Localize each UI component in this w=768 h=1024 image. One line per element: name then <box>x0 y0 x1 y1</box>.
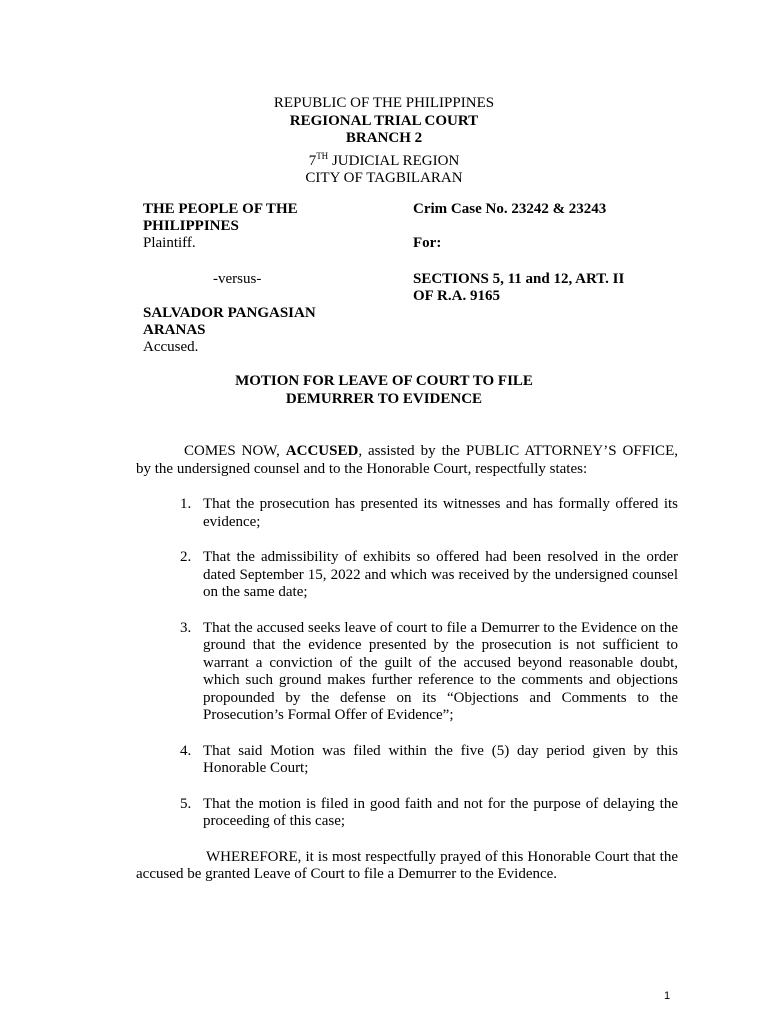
page-number: 1 <box>664 990 671 1002</box>
caption-case-details <box>413 201 693 305</box>
accused-name-line2: ARANAS <box>143 322 206 338</box>
motion-title-line1: MOTION FOR LEAVE OF COURT TO FILE <box>235 373 533 389</box>
list-item <box>136 743 678 778</box>
versus-label: -versus- <box>213 271 262 287</box>
charge-line2: OF R.A. 9165 <box>413 288 500 304</box>
list-item-number: 1. <box>180 496 192 512</box>
plaintiff-name-line2: PHILIPPINES <box>143 218 239 234</box>
header-court: REGIONAL TRIAL COURT <box>289 112 479 129</box>
accused-role: Accused. <box>143 339 199 355</box>
header-city: CITY OF TAGBILARAN <box>305 170 463 186</box>
header-branch: BRANCH 2 <box>345 130 423 146</box>
accused-name-line1: SALVADOR PANGASIAN <box>143 305 316 321</box>
caption-parties <box>143 201 383 356</box>
list-item-number: 5. <box>180 795 192 812</box>
court-header <box>0 95 768 188</box>
intro-text-b: , assisted by the PUBLIC ATTORNEY’S OFFICE, by the undersigned counsel and to the Honorable Court, respectfully states: <box>136 443 678 477</box>
plaintiff-role: Plaintiff. <box>143 235 196 251</box>
header-region-text: JUDICIAL REGION <box>328 152 460 169</box>
case-number: Crim Case No. 23242 & 23243 <box>413 201 607 217</box>
motion-title-line2: DEMURRER TO EVIDENCE <box>285 391 483 407</box>
list-item-text: That the motion is filed in good faith and not for the purpose of delaying the proceeding of this case; <box>203 795 678 829</box>
list-item-text: That said Motion was filed within the five (5) day period given by this Honorable Court; <box>203 742 678 776</box>
motion-body <box>136 443 678 884</box>
list-item-number: 3. <box>180 619 192 636</box>
list-item <box>136 496 678 531</box>
list-item-text: That the admissibility of exhibits so offered had been resolved in the order dated September 15, 2022 and which was received by the undersigned counsel on the same date; <box>203 549 678 600</box>
plaintiff-name-line1: THE PEOPLE OF THE <box>143 201 298 217</box>
intro-accused: ACCUSED <box>285 443 359 459</box>
for-label: For: <box>413 235 442 251</box>
intro-paragraph <box>136 443 678 478</box>
list-item <box>136 620 678 725</box>
list-item <box>136 796 678 831</box>
header-region <box>0 148 768 171</box>
list-item-number: 4. <box>180 742 192 759</box>
header-republic: REPUBLIC OF THE PHILIPPINES <box>273 95 495 111</box>
header-region-suffix: TH <box>316 150 329 161</box>
header-region-number: 7 <box>308 152 317 169</box>
list-item-text: That the prosecution has presented its witnesses and has formally offered its evidence; <box>203 496 678 530</box>
motion-title <box>0 372 768 408</box>
intro-text-a: COMES NOW, <box>184 443 286 459</box>
charge-line1: SECTIONS 5, 11 and 12, ART. II <box>413 271 625 287</box>
wherefore-paragraph: WHEREFORE, it is most respectfully prayed of this Honorable Court that the accused be granted Leave of Court to file a Demurrer to the Evidence. <box>136 848 678 882</box>
numbered-list <box>136 496 678 831</box>
list-item-number: 2. <box>180 549 192 565</box>
list-item-text: That the accused seeks leave of court to file a Demurrer to the Evidence on the ground that the evidence presented by the prosecution is not sufficient to warrant a conviction of the guilt of the accused beyond reasonable doubt, which such ground makes further reference to the comments and objections propounded by the defense on its “Objections and Comments to the Prosecution’s Formal Offer of Evidence”; <box>203 619 678 723</box>
list-item <box>136 549 678 602</box>
